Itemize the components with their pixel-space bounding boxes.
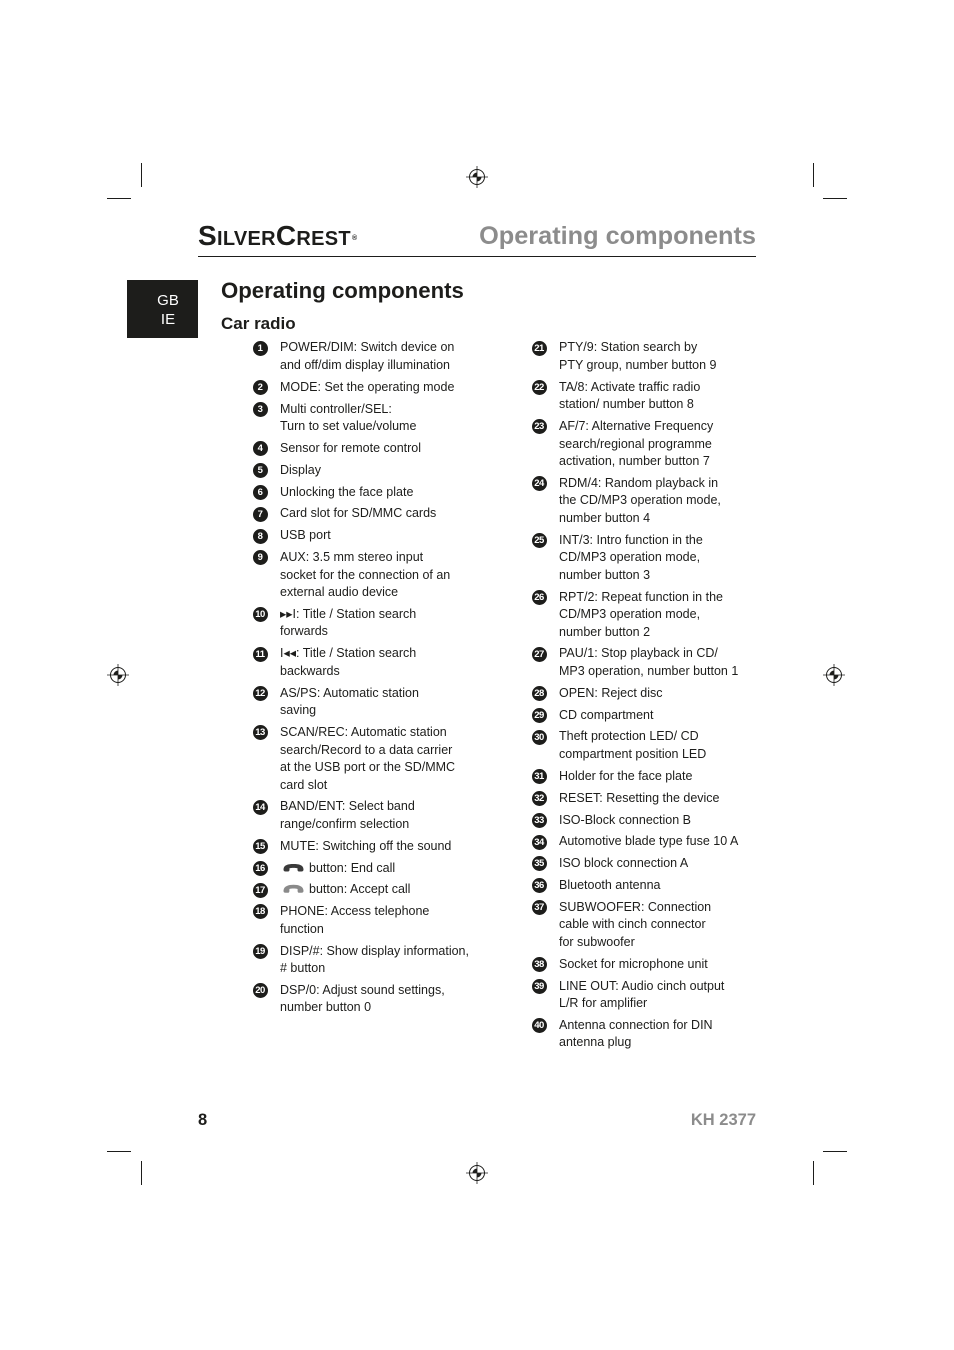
item-text-line: Holder for the face plate <box>559 768 693 783</box>
component-item <box>532 379 739 414</box>
component-item <box>532 645 739 680</box>
item-text-line: DSP/0: Adjust sound settings, <box>280 982 445 997</box>
item-text-line: MUTE: Switching off the sound <box>280 838 452 853</box>
item-text-line: Unlocking the face plate <box>280 484 414 499</box>
item-text-line: number button 3 <box>559 567 651 582</box>
item-number: 36 <box>532 878 547 893</box>
item-text: button: End call <box>309 860 396 875</box>
component-item <box>253 549 469 602</box>
item-text-line: for subwoofer <box>559 934 635 949</box>
component-item <box>253 440 469 458</box>
item-number: 28 <box>532 686 547 701</box>
item-text-line: TA/8: Activate traffic radio <box>559 379 701 394</box>
component-item <box>253 685 469 720</box>
item-text-line: Bluetooth antenna <box>559 878 661 893</box>
item-text-line: RPT/2: Repeat function in the <box>559 589 723 604</box>
crop-mark <box>823 1151 847 1152</box>
item-number: 32 <box>532 791 547 806</box>
item-number: 19 <box>253 944 268 959</box>
language-code: IE <box>160 310 176 328</box>
item-number: 8 <box>253 529 268 544</box>
item-number: 11 <box>253 647 268 662</box>
brand-name: SilverCrest <box>198 220 351 251</box>
item-text-line: Socket for microphone unit <box>559 956 708 971</box>
component-item <box>253 903 469 938</box>
component-item <box>532 1017 739 1052</box>
language-tab <box>127 280 198 338</box>
item-text-line: Turn to set value/volume <box>280 419 417 434</box>
component-item <box>253 943 469 978</box>
item-text-line: antenna plug <box>559 1035 632 1050</box>
item-text-line: at the USB port or the SD/MMC <box>280 760 456 775</box>
item-text-line: the CD/MP3 operation mode, <box>559 493 721 508</box>
language-code: GB <box>157 291 179 309</box>
item-text-line: number button 4 <box>559 510 651 525</box>
item-text-line: POWER/DIM: Switch device on <box>280 340 455 355</box>
item-text-line: Automotive blade type fuse 10 A <box>559 834 739 849</box>
crop-mark <box>107 198 131 199</box>
item-text-line: RESET: Resetting the device <box>559 790 720 805</box>
item-text-line: # button <box>280 961 326 976</box>
item-text-line: AUX: 3.5 mm stereo input <box>280 550 424 565</box>
component-item <box>532 418 739 471</box>
component-item <box>253 462 469 480</box>
item-text-line: search/Record to a data carrier <box>280 742 453 757</box>
item-text-line: Display <box>280 462 321 477</box>
component-item <box>532 956 739 974</box>
item-number: 38 <box>532 957 547 972</box>
item-text-line: OPEN: Reject disc <box>559 685 663 700</box>
component-item <box>532 728 739 763</box>
item-text-line: INT/3: Intro function in the <box>559 532 703 547</box>
component-item <box>532 790 739 808</box>
item-number: 17 <box>253 883 268 898</box>
item-text-line <box>280 860 469 878</box>
item-text-line: LINE OUT: Audio cinch output <box>559 978 725 993</box>
item-text-line: CD/MP3 operation mode, <box>559 607 701 622</box>
crop-mark <box>813 1161 814 1185</box>
item-number: 40 <box>532 1018 547 1033</box>
item-text-line: forwards <box>280 624 328 639</box>
component-item <box>532 707 739 725</box>
component-item <box>253 339 469 374</box>
component-item <box>532 532 739 585</box>
item-number: 35 <box>532 856 547 871</box>
item-text-line: PTY group, number button 9 <box>559 357 717 372</box>
registered-mark: ® <box>351 235 358 242</box>
item-text-line: external audio device <box>280 585 399 600</box>
item-text-line: CD/MP3 operation mode, <box>559 550 701 565</box>
component-item <box>532 899 739 952</box>
item-text-line: ▸▸I: Title / Station search <box>280 606 417 621</box>
item-text-line: MP3 operation, number button 1 <box>559 663 739 678</box>
component-item <box>253 838 469 856</box>
item-text-line: compartment position LED <box>559 746 707 761</box>
item-number: 7 <box>253 507 268 522</box>
component-item <box>253 798 469 833</box>
item-text-line: ISO block connection A <box>559 856 689 871</box>
component-item <box>253 645 469 680</box>
item-number: 1 <box>253 341 268 356</box>
component-item <box>532 475 739 528</box>
header-title: Operating components <box>479 222 756 250</box>
item-text-line: Theft protection LED/ CD <box>559 729 699 744</box>
item-number: 37 <box>532 900 547 915</box>
item-text: button: Accept call <box>309 882 411 897</box>
component-item <box>532 339 739 374</box>
item-number: 22 <box>532 380 547 395</box>
item-text-line: Card slot for SD/MMC cards <box>280 506 437 521</box>
item-text-line: socket for the connection of an <box>280 567 451 582</box>
item-text-line: Multi controller/SEL: <box>280 401 392 416</box>
component-item <box>532 589 739 642</box>
item-number: 31 <box>532 769 547 784</box>
item-number: 6 <box>253 485 268 500</box>
model-number: KH 2377 <box>690 1111 756 1129</box>
component-item <box>532 855 739 873</box>
page-title: Operating components <box>221 277 464 303</box>
component-item <box>532 833 739 851</box>
item-text-line: SUBWOOFER: Connection <box>559 899 712 914</box>
component-item <box>253 484 469 502</box>
item-number: 9 <box>253 550 268 565</box>
section-title: Car radio <box>221 313 296 333</box>
item-text-line: activation, number button 7 <box>559 454 710 469</box>
component-item <box>532 877 739 895</box>
component-item <box>532 768 739 786</box>
item-number: 34 <box>532 835 547 850</box>
component-item <box>253 881 469 899</box>
component-item <box>532 978 739 1013</box>
component-item <box>253 860 469 878</box>
item-number: 3 <box>253 402 268 417</box>
component-item <box>253 606 469 641</box>
item-text-line: L/R for amplifier <box>559 996 648 1011</box>
item-number: 27 <box>532 647 547 662</box>
item-text-line: CD compartment <box>559 707 654 722</box>
item-number: 10 <box>253 607 268 622</box>
item-number: 14 <box>253 800 268 815</box>
registration-mark-icon <box>466 166 488 188</box>
item-text-line: I◂◂: Title / Station search <box>280 646 417 661</box>
header-divider <box>198 256 756 257</box>
item-text-line: range/confirm selection <box>280 816 410 831</box>
component-item <box>532 685 739 703</box>
item-number: 29 <box>532 708 547 723</box>
component-item <box>253 401 469 436</box>
item-number: 4 <box>253 441 268 456</box>
component-item <box>532 812 739 830</box>
item-number: 24 <box>532 476 547 491</box>
item-number: 20 <box>253 983 268 998</box>
item-text-line: AS/PS: Automatic station <box>280 685 419 700</box>
component-item <box>253 505 469 523</box>
item-text-line: backwards <box>280 663 340 678</box>
item-text-line: station/ number button 8 <box>559 397 694 412</box>
components-list-left <box>253 339 469 1021</box>
registration-mark-icon <box>466 1162 488 1184</box>
item-text-line <box>280 881 469 899</box>
item-number: 25 <box>532 533 547 548</box>
item-number: 30 <box>532 730 547 745</box>
item-number: 21 <box>532 341 547 356</box>
page-number: 8 <box>198 1111 208 1129</box>
item-text-line: card slot <box>280 777 328 792</box>
item-number: 5 <box>253 463 268 478</box>
item-text-line: Antenna connection for DIN <box>559 1017 713 1032</box>
item-text-line: MODE: Set the operating mode <box>280 379 455 394</box>
item-text-line: PHONE: Access telephone <box>280 904 430 919</box>
phone-accept-icon <box>282 884 305 894</box>
component-item <box>253 724 469 794</box>
item-text-line: SCAN/REC: Automatic station <box>280 725 447 740</box>
item-text-line: number button 2 <box>559 624 651 639</box>
item-number: 18 <box>253 904 268 919</box>
item-text-line: Sensor for remote control <box>280 440 422 455</box>
component-item <box>253 379 469 397</box>
item-text-line: ISO-Block connection B <box>559 812 692 827</box>
brand-logo <box>198 222 357 250</box>
crop-mark <box>141 163 142 187</box>
item-number: 16 <box>253 861 268 876</box>
registration-mark-icon <box>823 664 845 686</box>
phone-end-icon <box>282 863 305 873</box>
item-number: 15 <box>253 839 268 854</box>
item-text-line: RDM/4: Random playback in <box>559 475 719 490</box>
item-number: 26 <box>532 590 547 605</box>
item-number: 33 <box>532 813 547 828</box>
crop-mark <box>107 1151 131 1152</box>
item-text-line: saving <box>280 703 317 718</box>
item-number: 23 <box>532 419 547 434</box>
item-text-line: and off/dim display illumination <box>280 357 451 372</box>
item-text-line: PTY/9: Station search by <box>559 340 698 355</box>
item-text-line: PAU/1: Stop playback in CD/ <box>559 646 718 661</box>
item-text-line: DISP/#: Show display information, <box>280 943 469 958</box>
item-number: 39 <box>532 979 547 994</box>
crop-mark <box>823 198 847 199</box>
item-text-line: search/regional programme <box>559 436 712 451</box>
item-number: 12 <box>253 686 268 701</box>
crop-mark <box>141 1161 142 1185</box>
components-list-right <box>532 339 739 1056</box>
item-text-line: number button 0 <box>280 1000 372 1015</box>
component-item <box>253 527 469 545</box>
item-text-line: AF/7: Alternative Frequency <box>559 419 714 434</box>
item-number: 13 <box>253 725 268 740</box>
item-number: 2 <box>253 380 268 395</box>
component-item <box>253 982 469 1017</box>
item-text-line: BAND/ENT: Select band <box>280 799 415 814</box>
item-text-line: cable with cinch connector <box>559 917 706 932</box>
item-text-line: function <box>280 921 324 936</box>
crop-mark <box>813 163 814 187</box>
registration-mark-icon <box>107 664 129 686</box>
item-text-line: USB port <box>280 528 331 543</box>
